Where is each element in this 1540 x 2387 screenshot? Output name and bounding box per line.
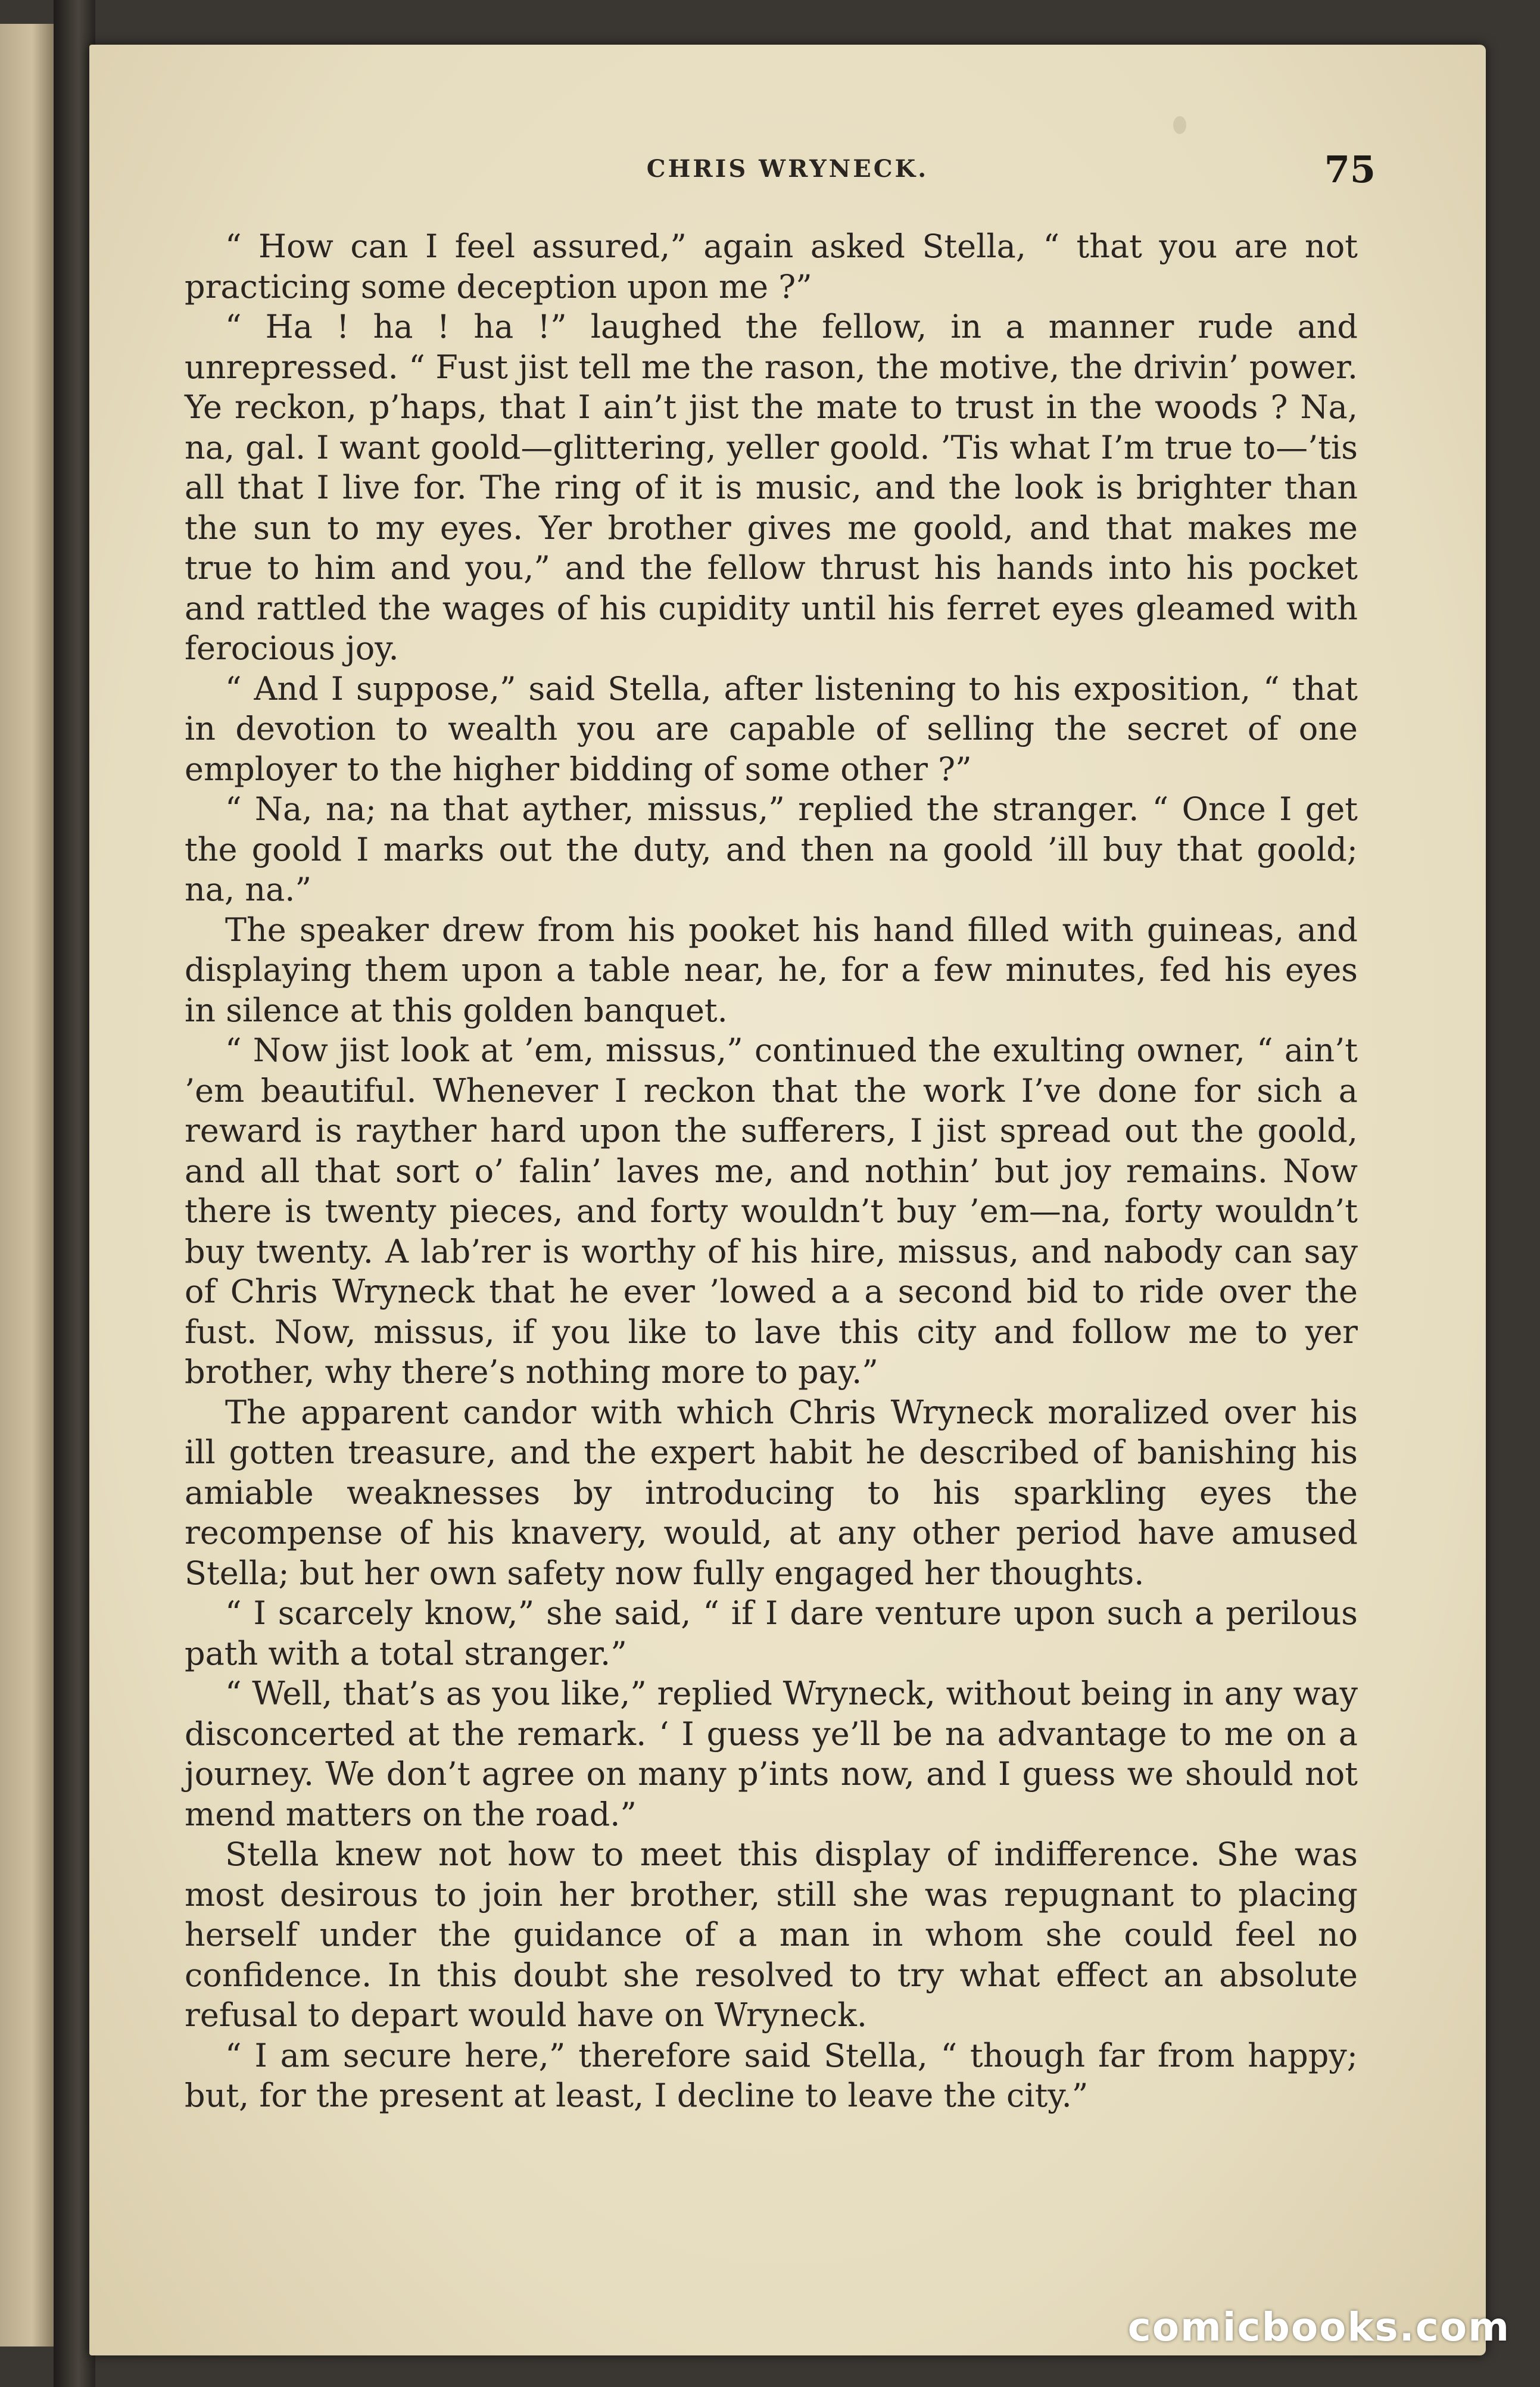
site-watermark: comicbooks.com: [1127, 2304, 1510, 2350]
paper-stain: [1173, 116, 1186, 134]
paragraph: “ I scarcely know,” she said, “ if I dare venture upon such a perilous path with a total stranger.”: [185, 1594, 1358, 1672]
paragraph: “ Well, that’s as you like,” replied Wryneck, without being in any way disconcerted at the remark. ‘ I guess ye’ll be na advantage to me on a journey. We don’t agree on many p’ints now, and I guess we should not mend matters on the road.”: [185, 1675, 1358, 1833]
previous-page-edge: [0, 24, 54, 2347]
paragraph: “ I am secure here,” therefore said Stella, “ though far from happy; but, for the present at least, I decline to leave the city.”: [185, 2036, 1358, 2114]
paragraph: “ Now jist look at ’em, missus,” continued the exulting owner, “ ain’t ’em beautiful. Whenever I reckon that the work I’ve done for sich a reward is rayther hard upon the sufferers, I jist spread out the goold, and all that sort o’ falin’ laves me, and nothin’ but joy remains. Now there is twenty pieces, and forty wouldn’t buy ’em—na, forty wouldn’t buy twenty. A lab’rer is worthy of his hire, missus, and nabody can say of Chris Wryneck that he ever ’lowed a a second bid to ride over the fust. Now, missus, if you like to lave this city and follow me to yer brother, why there’s nothing more to pay.”: [185, 1032, 1358, 1391]
paragraph: Stella knew not how to meet this display of indifference. She was most desirous to join her brother, still she was repugnant to placing herself under the guidance of a man in whom she could feel no confidence. In this doubt she resolved to try what effect an absolute refusal to depart would have on Wryneck.: [185, 1836, 1358, 2034]
book-page: [89, 45, 1486, 2355]
paragraph: The speaker drew from his pooket his hand filled with guineas, and displaying them upon a table near, he, for a few minutes, fed his eyes in silence at this golden banquet.: [185, 911, 1358, 1029]
paragraph: “ And I suppose,” said Stella, after listening to his exposition, “ that in devotion to wealth you are capable of selling the secret of one employer to the higher bidding of some other ?”: [185, 669, 1358, 788]
page-number: 75: [1324, 148, 1376, 191]
paragraph: The apparent candor with which Chris Wryneck moralized over his ill gotten treasure, and the expert habit he described of banishing his amiable weaknesses by introducing to his sparkling eyes the recompense of his knavery, would, at any other period have amused Stella; but her own safety now fully engaged her thoughts.: [185, 1393, 1358, 1592]
paragraph: “ How can I feel assured,” again asked Stella, “ that you are not practicing some deception upon me ?”: [185, 228, 1358, 306]
running-head: CHRIS WRYNECK.: [646, 155, 929, 183]
paragraph: “ Ha ! ha ! ha !” laughed the fellow, in a manner rude and unrepressed. “ Fust jist tell me the rason, the motive, the drivin’ power. Ye reckon, p’haps, that I ain’t jist the mate to trust in the woods ? Na, na, gal. I want goold—glittering, yeller goold. ’Tis what I’m true to—’tis all that I live for. The ring of it is music, and the look is brighter than the sun to my eyes. Yer brother gives me goold, and that makes me true to him and you,” and the fellow thrust his hands into his pocket and rattled the wages of his cupidity until his ferret eyes gleamed with ferocious joy.: [185, 308, 1358, 667]
page-header: [89, 148, 1486, 197]
body-text: [185, 226, 1358, 2116]
paragraph: “ Na, na; na that ayther, missus,” replied the stranger. “ Once I get the goold I marks out the duty, and then na goold ’ill buy that goold; na, na.”: [185, 790, 1358, 908]
